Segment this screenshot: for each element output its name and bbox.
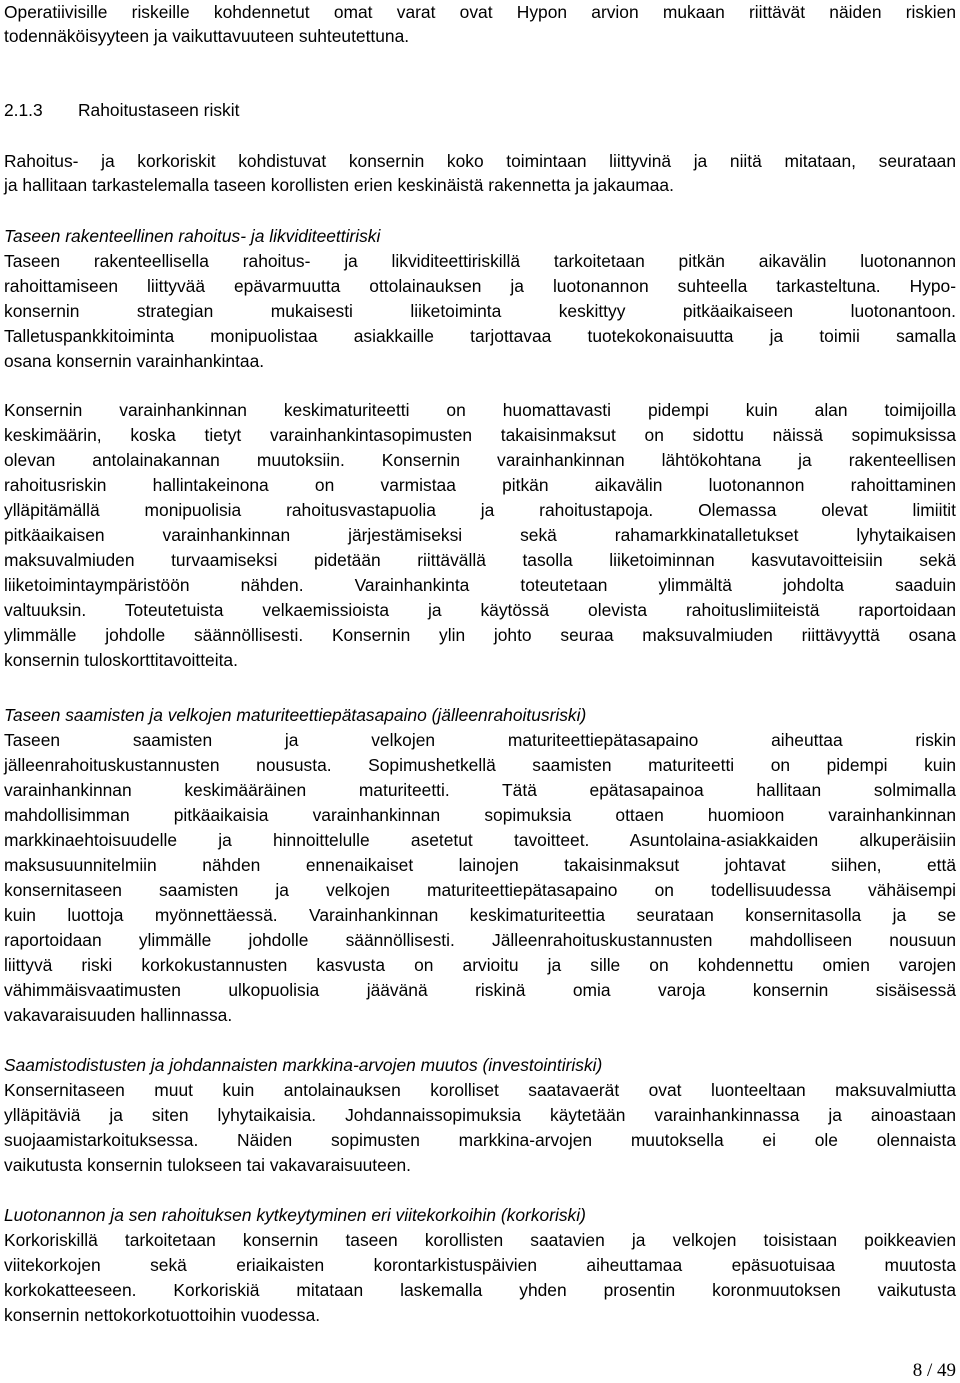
text-line: keskimäärin, koska tietyt varainhankintasopimusten takaisinmaksut on sidottu näissä sopimuksissa [4, 425, 956, 445]
text-line: Konsernin varainhankinnan keskimaturiteetti on huomattavasti pidempi kuin alan toimijoilla [4, 400, 956, 420]
text-line: konsernitaseen saamisten ja velkojen maturiteettiepätasapaino on todellisuudessa vähäisempi [4, 880, 956, 900]
text-line: liittyvä riski korkokustannusten kasvusta on arvioitu ja sille on kohdennettu omien varojen [4, 955, 956, 975]
text-line: osana konsernin varainhankintaa. [4, 351, 265, 371]
text-line: korkokatteeseen. Korkoriskiä mitataan laskemalla yhden prosentin koronmuutoksen vaikutusta [4, 1280, 956, 1300]
text-line: vähimmäisvaatimusten ulkopuolisia jäävänä riskinä omia varoja konsernin sisäisessä [4, 980, 956, 1000]
text-line: Konsernitaseen muut kuin antolainauksen korolliset saatavaerät ovat luonteeltaan maksuvalmiutta [4, 1080, 956, 1100]
text-line: konsernin nettokorkotuottoihin vuodessa. [4, 1305, 321, 1325]
text-line: valtuuksin. Toteutetuista velkaemissioista ja käytössä olevista rahoituslimiiteistä raportoidaan [4, 600, 956, 620]
text-line: suojaamistarkoituksessa. Näiden sopimusten markkina-arvojen muutoksella ei ole olennaista [4, 1130, 956, 1150]
text-line: rahoitusriskin hallintakeinona on varmistaa pitkän aikavälin luotonannon rahoittaminen [4, 475, 956, 495]
text-line: rahoittamiseen liittyvää epävarmuutta ottolainauksen ja luotonannon suhteella tarkasteltuna. Hypo- [4, 276, 956, 296]
text-line: todennäköisyyteen ja vaikuttavuuteen suhteutettuna. [4, 26, 410, 46]
text-line: konsernin tuloskorttitavoitteita. [4, 650, 238, 670]
text-line: ylimmälle johdolle säännöllisesti. Konsernin ylin johto seuraa maksuvalmiuden riittävyyttä osana [4, 625, 956, 645]
text-line: konsernin strategian mukaisesti liiketoiminta keskittyy pitkäaikaiseen luotonantoon. [4, 301, 956, 321]
text-line: olevan antolainakannan muutoksiin. Konsernin varainhankinnan lähtökohtana ja rakenteellisen [4, 450, 956, 470]
text-line: raportoidaan ylimmälle johdolle säännöllisesti. Jälleenrahoituskustannusten mahdolliseen nousuun [4, 930, 956, 950]
text-line: pitkäaikaisen varainhankinnan järjestämiseksi sekä rahamarkkinatalletukset lyhytaikaisen [4, 525, 956, 545]
text-line: vaikutusta konsernin tulokseen tai vakavaraisuuteen. [4, 1155, 411, 1175]
text-line: ylläpitäviä ja siten lyhytaikaisia. Johdannaissopimuksia käytetään varainhankinnassa ja ainoastaan [4, 1105, 956, 1125]
page-number: 8 / 49 [912, 1360, 956, 1381]
text-line: liiketoimintaympäristöön nähden. Varainhankinta toteutetaan ylimmältä johdolta saaduin [4, 575, 956, 595]
text-line: kuin luottoja myönnettäessä. Varainhankinnan keskimaturiteettia seurataan konsernitasolla ja se [4, 905, 956, 925]
text-line: Taseen saamisten ja velkojen maturiteettiepätasapaino aiheuttaa riskin [4, 730, 956, 750]
text-line: ylläpitämällä monipuolisia rahoitusvastapuolia ja rahoitustapoja. Olemassa olevat limiitit [4, 500, 956, 520]
text-line: Rahoitus- ja korkoriskit kohdistuvat konsernin koko toimintaan liittyvinä ja niitä mitataan, seurataan [4, 151, 956, 171]
text-line: ja hallitaan tarkastelemalla taseen korollisten erien keskinäistä rakennetta ja jakaumaa. [4, 175, 674, 195]
subheading: Taseen rakenteellinen rahoitus- ja likviditeettiriski [4, 226, 381, 246]
text-line: viitekorkojen sekä eriaikaisten korontarkistuspäivien aiheuttamaa epäsuotuisaa muutosta [4, 1255, 956, 1275]
section-number: 2.1.3 [4, 100, 43, 120]
text-line: Korkoriskillä tarkoitetaan konsernin taseen korollisten saatavien ja velkojen toisistaan poikkeavien [4, 1230, 956, 1250]
subheading: Luotonannon ja sen rahoituksen kytkeytyminen eri viitekorkoihin (korkoriski) [4, 1205, 586, 1225]
subheading: Saamistodistusten ja johdannaisten markkina-arvojen muutos (investointiriski) [4, 1055, 603, 1075]
text-line: Talletuspankkitoiminta monipuolistaa asiakkaille tarjottavaa tuotekokonaisuutta ja toimii samalla [4, 326, 956, 346]
text-line: mahdollisimman pitkäaikaisia varainhankinnan sopimuksia ottaen huomioon varainhankinnan [4, 805, 956, 825]
text-line: Taseen rakenteellisella rahoitus- ja likviditeettiriskillä tarkoitetaan pitkän aikavälin luotonannon [4, 251, 956, 271]
text-line: varainhankinnan keskimääräinen maturiteetti. Tätä epätasapainoa hallitaan solmimalla [4, 780, 956, 800]
text-line: markkinaehtoisuudelle ja hinnoittelulle asetetut tavoitteet. Asuntolaina-asiakkaiden alkuperäisiin [4, 830, 956, 850]
text-line: vakavaraisuuden hallinnassa. [4, 1005, 233, 1025]
text-line: maksusuunnitelmiin nähden ennenaikaiset lainojen takaisinmaksut johtavat siihen, että [4, 855, 956, 875]
text-line: Operatiivisille riskeille kohdennetut omat varat ovat Hypon arvion mukaan riittävät näiden riskien [4, 2, 956, 22]
text-line: jälleenrahoituskustannusten noususta. Sopimushetkellä saamisten maturiteetti on pidempi kuin [4, 755, 956, 775]
section-title: Rahoitustaseen riskit [78, 100, 240, 120]
text-line: maksuvalmiuden turvaamiseksi pidetään riittävällä tasolla liiketoiminnan kasvutavoitteisiin sekä [4, 550, 956, 570]
subheading: Taseen saamisten ja velkojen maturiteettiepätasapaino (jälleenrahoitusriski) [4, 705, 587, 725]
